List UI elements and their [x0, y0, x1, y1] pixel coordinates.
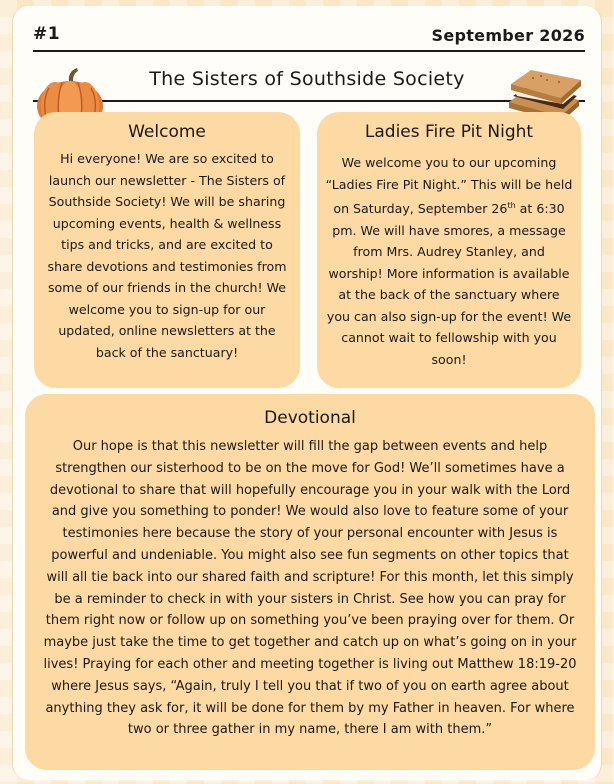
devotional-body: Our hope is that this newsletter will fill the gap between events and help strengthen our sisterhood to be on the move for God! We’ll sometimes have a devotional to share that will hopefully encourage you in your walk with the Lord and give you something to ponder! We would also love to feature some of your testimonies here because the story of your personal encounter with Jesus is powerful and undeniable. You might also see fun segments on other topics that will all tie back into our shared faith and scripture! For this month, let this simply be a reminder to check in with your sisters in Christ. See how you can pray for them right now or follow up on something you’ve been praying over for them. Or maybe just take the time to get together and catch up on what’s going on in your lives! Praying for each other and meeting together is living out Matthew 18:19-20 where Jesus says, “Again, truly I tell you that if two of you on earth agree about anything they ask for, it will be done for them by my Father in heaven. For where two or three gather in my name, there I am with them.” — [43, 439, 577, 738]
header-divider-top — [33, 50, 585, 52]
newsletter-title: The Sisters of Southside Society — [149, 68, 465, 90]
newsletter-page — [12, 6, 602, 780]
welcome-heading: Welcome — [128, 122, 206, 142]
issue-number: #1 — [33, 24, 61, 44]
devotional-section — [25, 394, 595, 770]
fire-pit-heading: Ladies Fire Pit Night — [364, 122, 534, 142]
issue-date: September 2026 — [431, 26, 585, 45]
fire-pit-body: We welcome you to our upcoming “Ladies Fire Pit Night.” This will be held on Saturday, September 26th at 6:30 pm. We will have smores, a message from Mrs. Audrey Stanley, and worship! More information is available at the back of the sanctuary where you can also sign-up for the event! We cannot wait to fellowship with you soon! — [325, 155, 573, 367]
fire-pit-night-section — [317, 112, 581, 388]
devotional-heading: Devotional — [264, 408, 356, 428]
welcome-section — [34, 112, 300, 388]
welcome-body: Hi everyone! We are so excited to launch our newsletter - The Sisters of Southside Society! We will be sharing upcoming events, health & wellness tips and tricks, and are excited to share devotions and testimonies from some of our friends in the church! We welcome you to sign-up for our updated, online newsletters at the back of the sanctuary! — [47, 151, 287, 360]
